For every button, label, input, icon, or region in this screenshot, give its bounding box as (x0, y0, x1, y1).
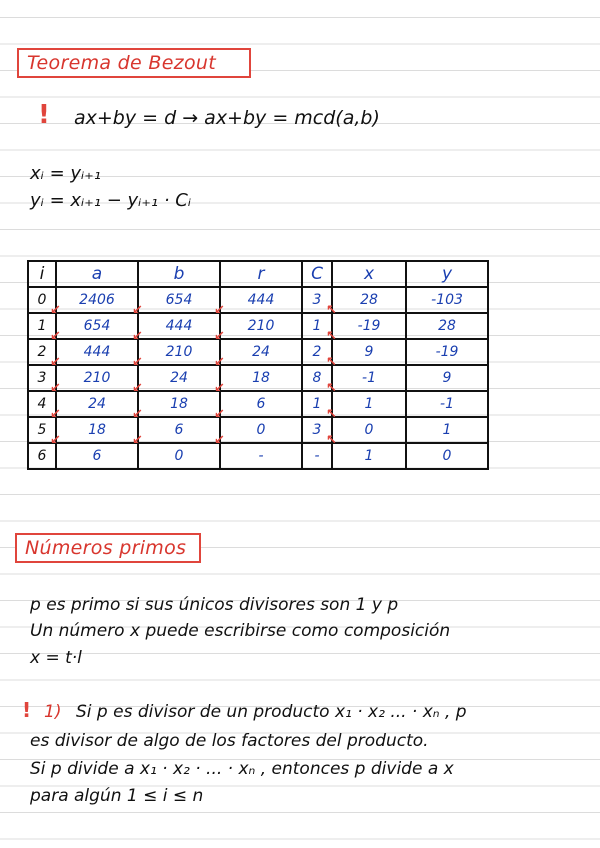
arrow-icon: ↖ (326, 433, 337, 448)
cell-x: 1 (332, 443, 406, 469)
arrow-icon: ↙ (50, 355, 61, 370)
table-row (28, 313, 488, 339)
cell-b: 444 (138, 313, 220, 339)
arrow-icon: ↙ (214, 381, 225, 396)
arrow-icon: ↖ (326, 381, 337, 396)
prop-number: 1) (44, 702, 62, 722)
arrow-icon: ↙ (132, 329, 143, 344)
cell-a: 444 (56, 339, 138, 365)
header-r: r (220, 261, 302, 287)
arrow-icon: ↙ (50, 433, 61, 448)
header-y: y (406, 261, 488, 287)
cell-i: 6 (28, 443, 56, 469)
cell-b: 6 (138, 417, 220, 443)
table-row (28, 417, 488, 443)
arrow-icon: ↙ (50, 303, 61, 318)
cell-i: 5 (28, 417, 56, 443)
cell-a: 6 (56, 443, 138, 469)
cell-i: 0 (28, 287, 56, 313)
arrow-icon: ↙ (214, 407, 225, 422)
exclamation-icon: ! (22, 698, 32, 722)
bezout-table (27, 260, 489, 470)
header-x: x (332, 261, 406, 287)
table-row (28, 443, 488, 469)
bezout-statement: ax+by = d → ax+by = mcd(a,b) (74, 107, 380, 129)
header-c: C (302, 261, 332, 287)
cell-i: 1 (28, 313, 56, 339)
cell-y: -1 (406, 391, 488, 417)
cell-c: 3 (302, 417, 332, 443)
arrow-icon: ↖ (326, 303, 337, 318)
cell-a: 654 (56, 313, 138, 339)
cell-y: 1 (406, 417, 488, 443)
cell-r: 210 (220, 313, 302, 339)
cell-y: 9 (406, 365, 488, 391)
table-row (28, 391, 488, 417)
cell-r: 24 (220, 339, 302, 365)
prop-line-1: Si p es divisor de un producto x₁ · x₂ ... · xₙ , p (76, 702, 467, 722)
cell-x: 28 (332, 287, 406, 313)
cell-r: 6 (220, 391, 302, 417)
cell-a: 24 (56, 391, 138, 417)
table-header-row (28, 261, 488, 287)
cell-b: 210 (138, 339, 220, 365)
cell-x: 0 (332, 417, 406, 443)
arrow-icon: ↖ (326, 329, 337, 344)
primos-line-2: Un número x puede escribirse como composición (30, 621, 451, 641)
cell-i: 2 (28, 339, 56, 365)
cell-x: 9 (332, 339, 406, 365)
cell-i: 3 (28, 365, 56, 391)
cell-y: -19 (406, 339, 488, 365)
formula-x: xᵢ = yᵢ₊₁ (30, 163, 101, 184)
arrow-icon: ↙ (50, 381, 61, 396)
header-i: i (28, 261, 56, 287)
prop-line-2: es divisor de algo de los factores del producto. (30, 731, 429, 751)
arrow-icon: ↙ (214, 433, 225, 448)
arrow-icon: ↙ (214, 303, 225, 318)
arrow-icon: ↙ (50, 329, 61, 344)
arrow-icon: ↙ (214, 355, 225, 370)
table-row (28, 339, 488, 365)
arrow-icon: ↙ (132, 355, 143, 370)
cell-b: 18 (138, 391, 220, 417)
arrow-icon: ↙ (132, 407, 143, 422)
cell-y: 0 (406, 443, 488, 469)
cell-c: 3 (302, 287, 332, 313)
exclamation-icon: ! (38, 100, 50, 130)
cell-x: -19 (332, 313, 406, 339)
cell-a: 2406 (56, 287, 138, 313)
formula-y: yᵢ = xᵢ₊₁ − yᵢ₊₁ · Cᵢ (30, 190, 192, 211)
cell-c: - (302, 443, 332, 469)
header-b: b (138, 261, 220, 287)
cell-r: 18 (220, 365, 302, 391)
arrow-icon: ↙ (214, 329, 225, 344)
cell-c: 1 (302, 313, 332, 339)
cell-x: -1 (332, 365, 406, 391)
cell-y: 28 (406, 313, 488, 339)
cell-b: 24 (138, 365, 220, 391)
prop-line-4: para algún 1 ≤ i ≤ n (30, 786, 204, 806)
cell-i: 4 (28, 391, 56, 417)
arrow-icon: ↖ (326, 407, 337, 422)
cell-b: 654 (138, 287, 220, 313)
bezout-title: Teorema de Bezout (17, 48, 251, 78)
table-row (28, 365, 488, 391)
cell-r: 0 (220, 417, 302, 443)
table-row (28, 287, 488, 313)
prop-line-3: Si p divide a x₁ · x₂ · ... · xₙ , entonces p divide a x (30, 759, 454, 779)
primos-title: Números primos (15, 533, 201, 563)
arrow-icon: ↖ (326, 355, 337, 370)
cell-x: 1 (332, 391, 406, 417)
primos-line-3: x = t·l (30, 648, 82, 668)
cell-a: 18 (56, 417, 138, 443)
arrow-icon: ↙ (132, 433, 143, 448)
arrow-icon: ↙ (50, 407, 61, 422)
arrow-icon: ↙ (132, 303, 143, 318)
primos-line-1: p es primo si sus únicos divisores son 1 y p (30, 595, 399, 615)
cell-c: 1 (302, 391, 332, 417)
cell-y: -103 (406, 287, 488, 313)
cell-r: 444 (220, 287, 302, 313)
cell-c: 2 (302, 339, 332, 365)
cell-c: 8 (302, 365, 332, 391)
header-a: a (56, 261, 138, 287)
cell-b: 0 (138, 443, 220, 469)
cell-r: - (220, 443, 302, 469)
arrow-icon: ↙ (132, 381, 143, 396)
cell-a: 210 (56, 365, 138, 391)
